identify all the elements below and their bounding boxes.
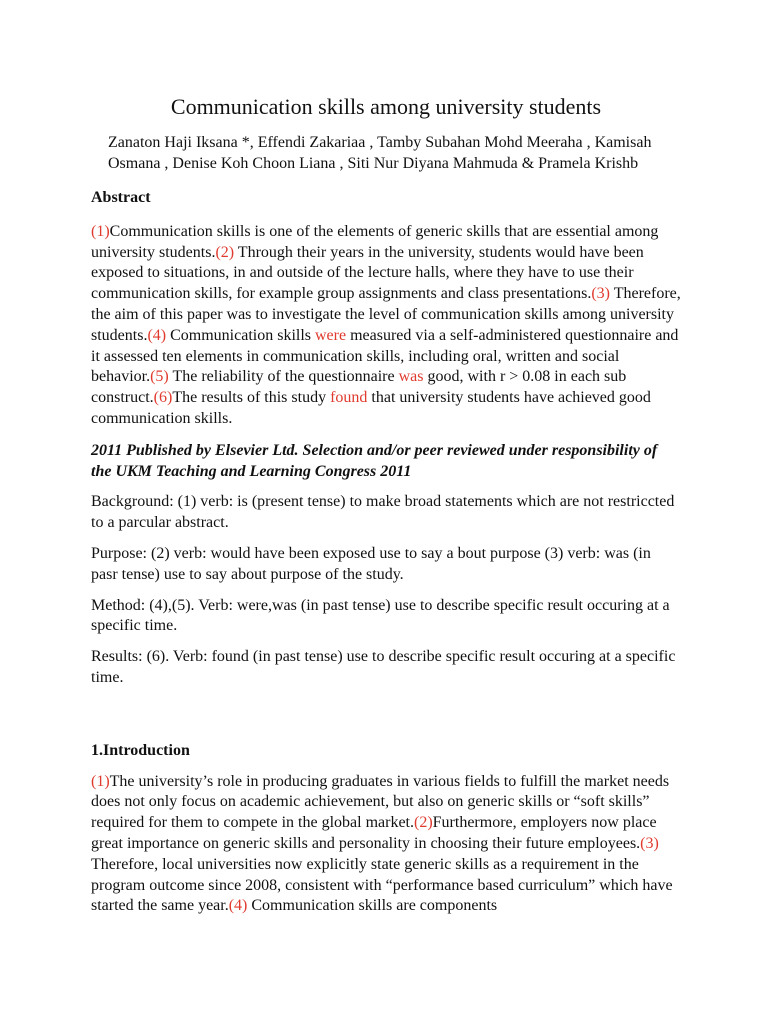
text-run: good, with r > 0.08 in each sub construct. bbox=[91, 368, 627, 407]
text-run: Communication skills are components bbox=[247, 897, 498, 915]
highlighted-marker: (6) bbox=[153, 389, 173, 407]
author-list: Zanaton Haji Iksana *, Effendi Zakariaa , Tamby Subahan Mohd Meeraha , Kamisah Osmana , Denise Koh Choon Liana , Siti Nur Diyana Mahmuda & Pramela Krishb bbox=[108, 134, 652, 172]
text-run: Through their years in the university, students would have been exposed to situations, in and outside of the lecture halls, where they have to use their communication skills, for example group assignments and class presentations. bbox=[91, 243, 644, 303]
text-run: Furthermore, employers now place great importance on generic skills and personality in choosing their future employees. bbox=[91, 814, 657, 852]
highlighted-marker: (1) bbox=[91, 222, 110, 240]
text-run: Therefore, local universities now explicitly state generic skills as a requirement in the program outcome since 2008, consistent with “performance based curriculum” which have started the same year. bbox=[91, 855, 673, 915]
highlighted-marker: (4) bbox=[228, 897, 248, 915]
introduction-paragraph bbox=[91, 772, 681, 918]
highlighted-marker: (2) bbox=[215, 243, 235, 261]
background-note: Background: (1) verb: is (present tense) to make broad statements which are not restriccted to a parcular abstract. bbox=[91, 493, 675, 532]
highlighted-marker: (3) bbox=[640, 834, 659, 852]
purpose-note: Purpose: (2) verb: would have been exposed use to say a bout purpose (3) verb: was (in pasr tense) use to say about purpose of the study. bbox=[91, 544, 651, 583]
abstract-paragraph bbox=[91, 222, 681, 430]
highlighted-marker: (2) bbox=[414, 814, 433, 832]
abstract-heading: Abstract bbox=[91, 189, 151, 206]
text-run: Communication skills is one of the elements of generic skills that are essential among university students. bbox=[91, 222, 659, 261]
highlighted-marker: (4) bbox=[147, 326, 167, 344]
publication-note: 2011 Published by Elsevier Ltd. Selection and/or peer reviewed under responsibility of the UKM Teaching and Learning Congress 2011 bbox=[91, 441, 658, 480]
highlighted-marker: were bbox=[315, 326, 347, 344]
method-note: Method: (4),(5). Verb: were,was (in past tense) use to describe specific result occuring at a specific time. bbox=[91, 596, 670, 635]
highlighted-marker: (5) bbox=[150, 368, 169, 386]
text-run: measured via a self-administered questionnaire and it assessed ten elements in communication skills, including oral, written and social behavior. bbox=[91, 326, 679, 386]
text-run: The results of this study bbox=[172, 389, 331, 407]
highlighted-marker: (3) bbox=[591, 285, 610, 303]
text-run: Communication skills bbox=[166, 326, 315, 344]
highlighted-marker: found bbox=[330, 389, 368, 407]
highlighted-marker: was bbox=[398, 368, 424, 386]
text-run: Therefore, the aim of this paper was to investigate the level of communication skills among university students. bbox=[91, 285, 681, 344]
text-run: The reliability of the questionnaire bbox=[168, 368, 399, 386]
results-note: Results: (6). Verb: found (in past tense) use to describe specific result occuring at a specific time. bbox=[91, 648, 676, 686]
highlighted-marker: (1) bbox=[91, 772, 110, 790]
document-content bbox=[91, 92, 681, 917]
text-run: that university students have achieved good communication skills. bbox=[91, 389, 651, 427]
text-run: The university’s role in producing graduates in various fields to fulfill the market needs does not only focus on academic achievement, but also on generic skills or “soft skills” required for them to compete in the global market. bbox=[91, 772, 670, 832]
introduction-heading: 1.Introduction bbox=[91, 741, 190, 759]
paper-title: Communication skills among university students bbox=[170, 94, 602, 119]
